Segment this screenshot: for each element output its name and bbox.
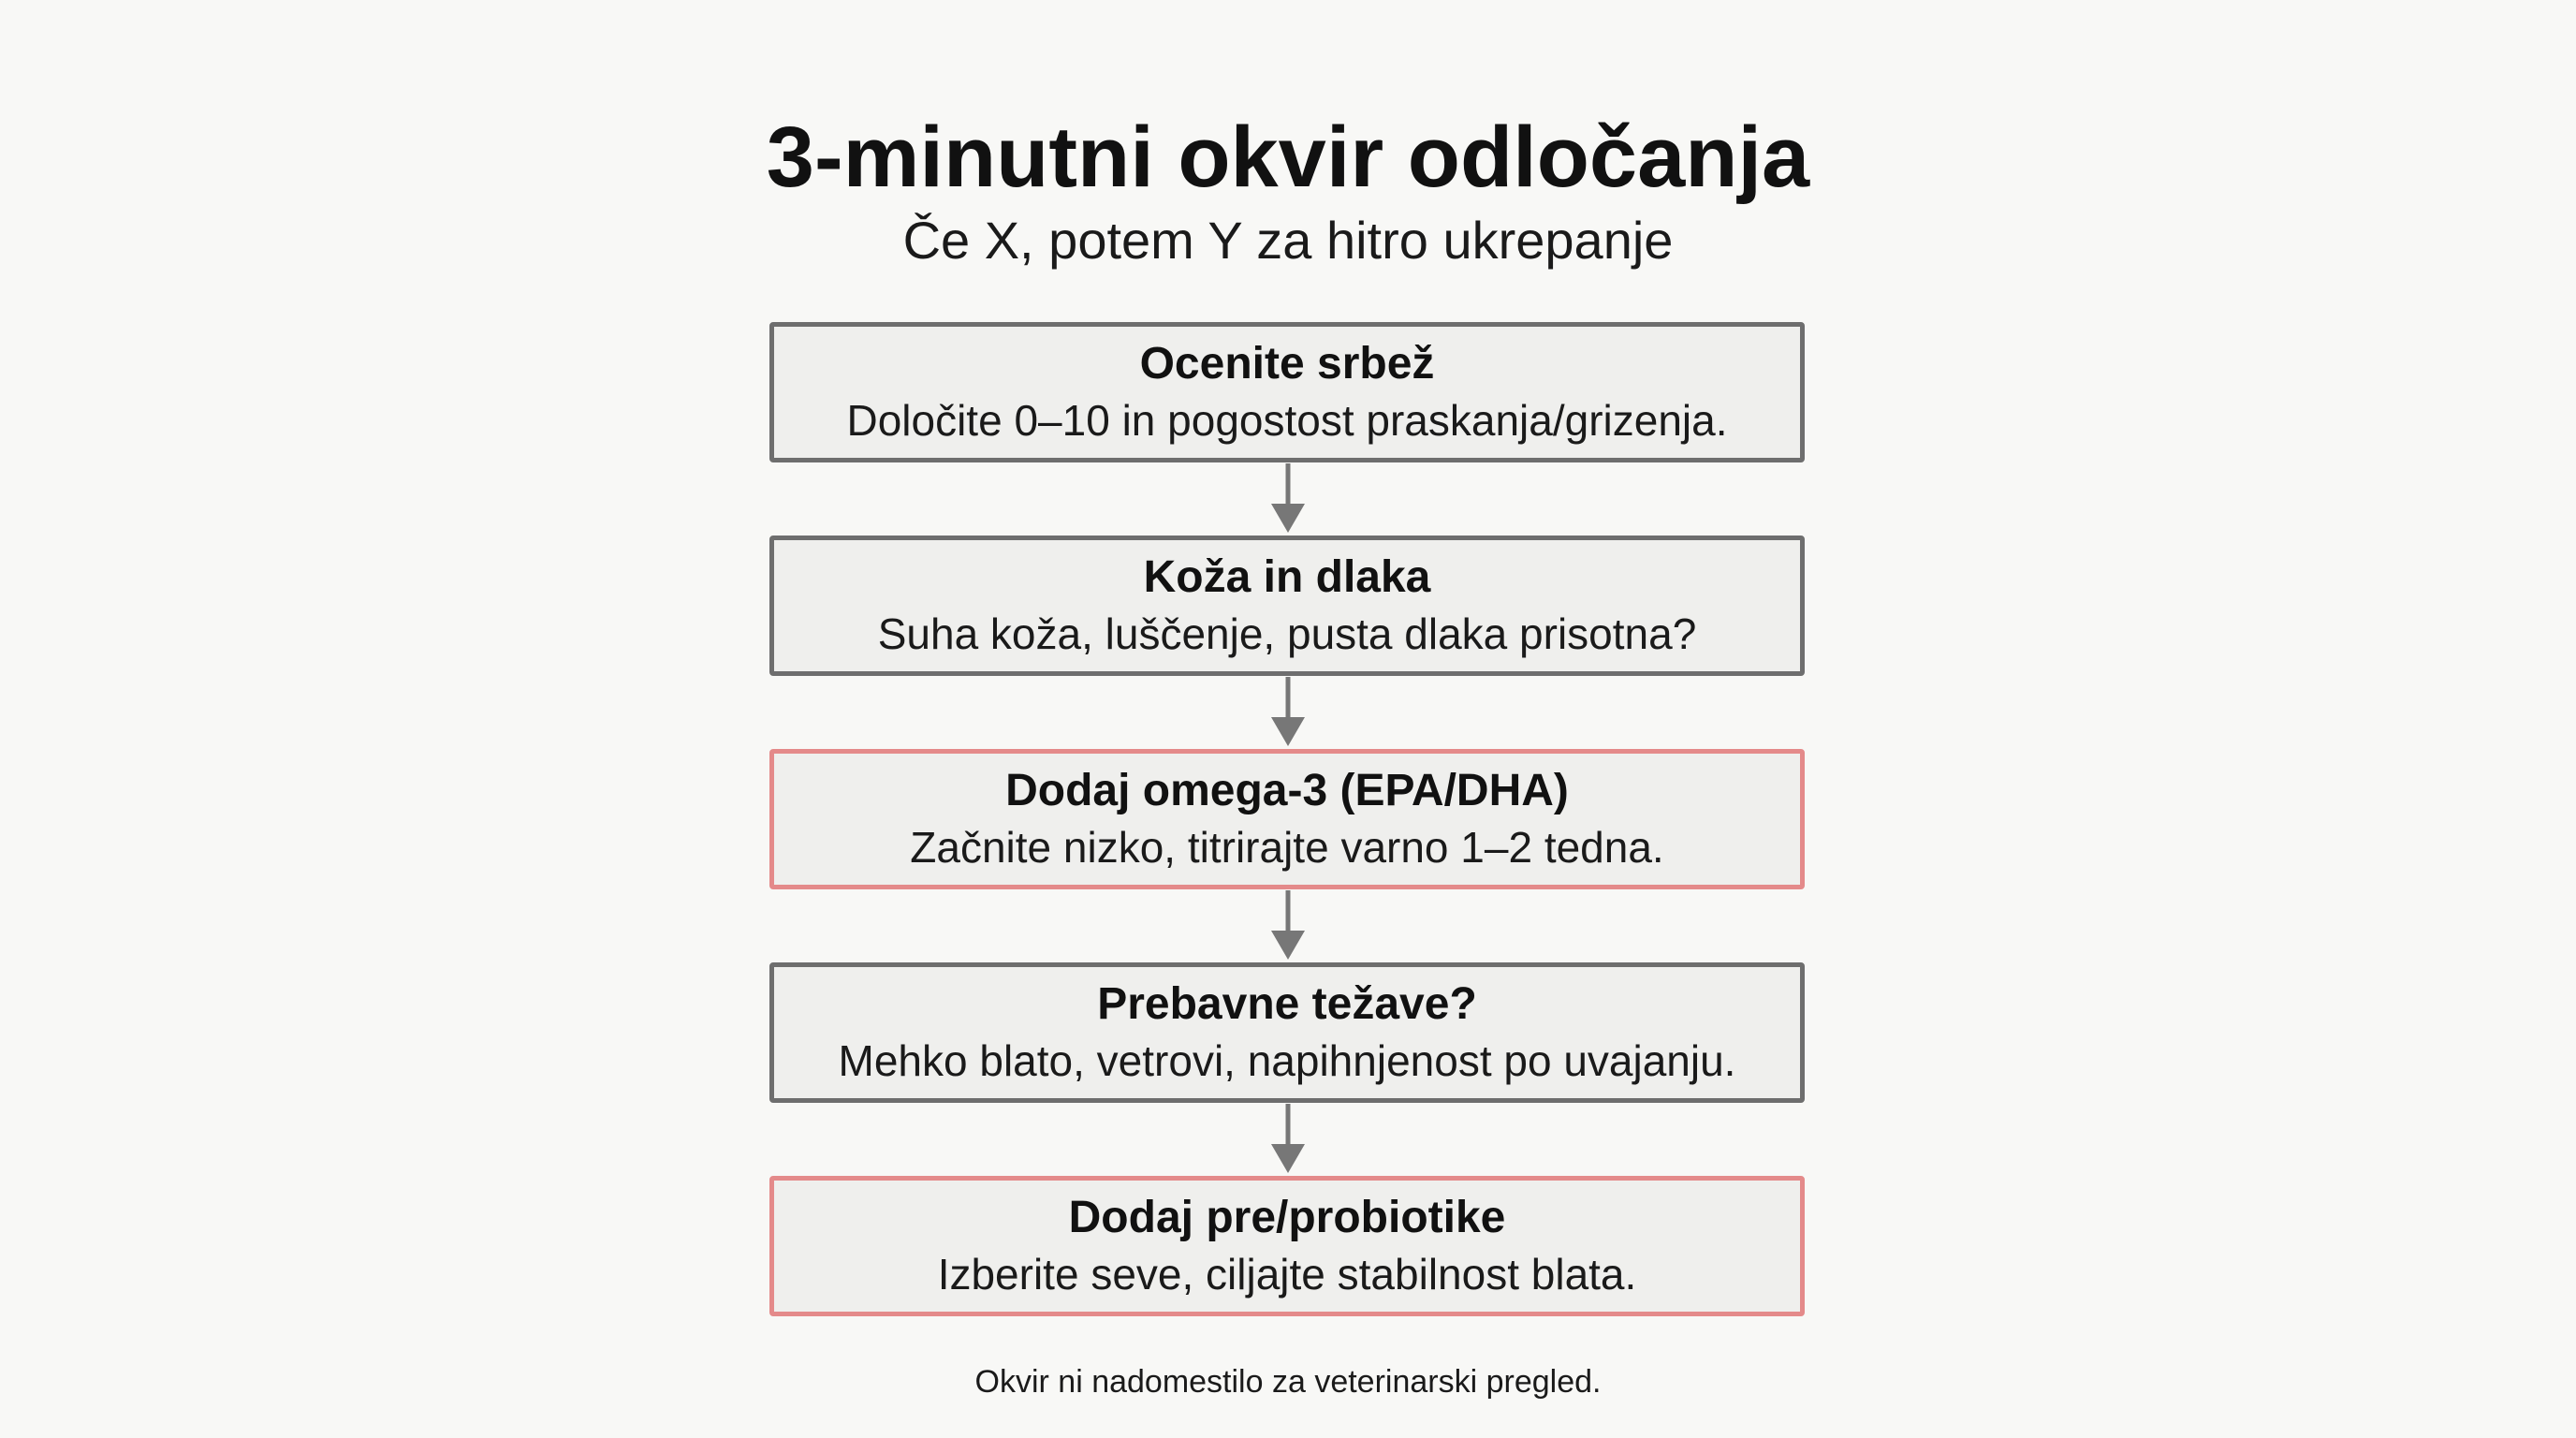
step-description: Določite 0–10 in pogostost praskanja/grizenja. xyxy=(846,396,1728,445)
step-description: Izberite seve, ciljajte stabilnost blata. xyxy=(937,1250,1637,1299)
page-title: 3-minutni okvir odločanja xyxy=(766,110,1810,205)
step-title: Prebavne težave? xyxy=(1097,979,1477,1029)
page-subtitle: Če X, potem Y za hitro ukrepanje xyxy=(902,211,1674,270)
step-title: Koža in dlaka xyxy=(1143,552,1431,602)
step-digestive-issues xyxy=(769,962,1805,1103)
connector-3-4 xyxy=(1271,890,1305,960)
step-description: Suha koža, luščenje, pusta dlaka prisotna? xyxy=(877,609,1697,658)
step-title: Dodaj pre/probiotike xyxy=(1068,1193,1506,1242)
step-add-probiotics xyxy=(769,1176,1805,1316)
step-title: Dodaj omega-3 (EPA/DHA) xyxy=(1005,766,1569,815)
disclaimer-footnote: Okvir ni nadomestilo za veterinarski pregled. xyxy=(974,1364,1602,1400)
step-description: Mehko blato, vetrovi, napihnjenost po uvajanju. xyxy=(838,1036,1736,1085)
step-description: Začnite nizko, titrirajte varno 1–2 tedna. xyxy=(910,823,1664,872)
connector-4-5 xyxy=(1271,1104,1305,1173)
step-add-omega3 xyxy=(769,749,1805,889)
step-skin-coat xyxy=(769,536,1805,676)
connector-1-2 xyxy=(1271,463,1305,533)
step-title: Ocenite srbež xyxy=(1139,339,1435,389)
step-assess-itch xyxy=(769,322,1805,462)
connector-2-3 xyxy=(1271,677,1305,746)
